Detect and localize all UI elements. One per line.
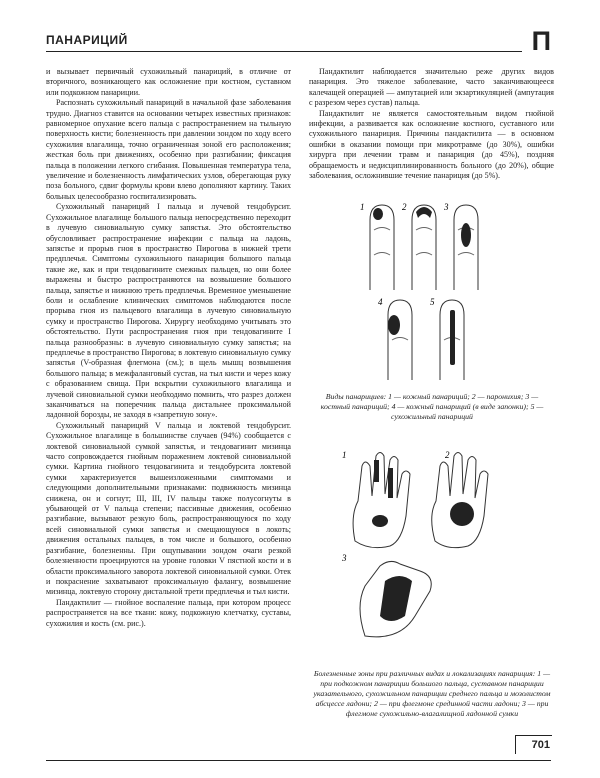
section-letter: П (531, 26, 551, 56)
paragraph: Пандактилит наблюдается значительно реже других видов панариция. Это тяжелое заболевание, часто заканчивающееся калечащей операцией — ампутацией или экзартикуляцией (ампутация с разрезом через сустав) пальца. (309, 67, 554, 108)
section-title: ПАНАРИЦИЙ (46, 33, 128, 47)
figure-caption: Виды панарициев: 1 — кожный панариций; 2 — паронихия; 3 — костный панариций; 4 — кожный панариций (в виде запонки); 5 — сухожильный панариций (320, 392, 544, 421)
footer-rule (46, 760, 551, 761)
left-column (46, 67, 291, 629)
figure-caption: Болезненные зоны при различных видах и локализациях панариция: 1 — при подкожном панариции большого пальца, суставном панариции указательного, сухожильном панариции среднего пальца и мозолистом абсцессе ладони; 2 — при флегмоне срединной части ладони; 3 — при флегмоне сухожильно-влагалищной ладонной сумки (313, 669, 551, 718)
paragraph: Пандактилит — гнойное воспаление пальца, при котором процесс распространяется на все ткани: кожу, подкожную клетчатку, суставы, сухожилия и кость (см. рис.). (46, 597, 291, 628)
figure-pain-zones (340, 446, 505, 646)
figure-label: 2 (445, 450, 450, 460)
figure-label: 4 (378, 297, 383, 307)
paragraph: и вызывает первичный сухожильный панариций, в отличие от вторичного, возникающего как осложнение при костном, суставном или подкожном панариции. (46, 67, 291, 97)
figure-label: 3 (444, 202, 449, 212)
paragraph: Сухожильный панариций I пальца и лучевой тендобурсит. Сухожильное влагалище большого пальца непосредственно переходит в лучевую синовиальную сумку запястья. Это обстоятельство обусловливает распространение инфекции с пальца на ладонь, запястье и прорыв гноя в пространство Пирогова в нижней трети предплечья. Симптомы сухожильного панариция большого пальца такие же, как и при тендовагините смежных пальцев, но они более выражены и быстро распространяются на возвышение большого пальца, запястье и нижнюю треть предплечья. Временное уменьшение боли и ослабление клинических симптомов наблюдаются после прорыва гноя из пальцевого влагалища в лучевую синовиальную сумку и пространство Пирогова. Хирургу необходимо учитывать это обстоятельство. Пути распространения гноя при тендовагините I пальца разнообразны: в лучевую синовиальную сумку запястья; на предплечье в пространство Пирогова; в локтевую синовиальную сумку запястья (V-образная флегмона (см.); в щель мышц возвышения большого пальца; в межфаланговый сустав, на тыл кисти и через кожу с образованием свища. При вскрытии сухожильного влагалища и лучевой синовиальной сумки необходимо помнить, что разрез должен заканчиваться на поперечник пальца дистальнее проксимальной ладонной борозды, не заходя в «запретную зону». (46, 202, 291, 420)
right-column (309, 67, 554, 181)
figure-label: 2 (402, 202, 407, 212)
figure-label: 3 (342, 553, 347, 563)
paragraph: Сухожильный панариций V пальца и локтевой тендобурсит. Сухожильное влагалище в большинстве случаев (94%) сообщается с локтевой синовиальной сумкой запястья, и тендовагинит мизинца часто сопровождается гнойным поражением локтевой синовиальной сумки. Картина гнойного тендовагинита и тендобурсита локтевой сумки характеризуется вышеизложенными симптомами и следующими дополнительными признаками: подвижность мизинца снижена, он и согнут; III, III, IV пальцы также полусогнуты в убывающей от V пальца степени; пассивные движения, особенно разгибание, вызывают резкую боль, распространяющуюся по ходу всей синовиальной сумки запястья и смещающуюся в локоть; движения остальных пальцев, в том числе и большого, особенно разгибание, болезненны. При ощупывании зондом очаги резкой болезненности проецируются на уровне головки V пястной кости и в области проксимального заворота локтевой синовиальной сумки. Отек и покраснение захватывают проксимальную фалангу, возвышение мизинца, локтевую сторону дистальной трети предплечья и тыл кисти. (46, 420, 291, 597)
finger-illustration (360, 200, 505, 385)
page-number: 701 (531, 739, 550, 751)
page-number-box (515, 735, 552, 754)
header-rule (46, 51, 522, 52)
figure-label: 5 (430, 297, 435, 307)
figure-finger-types (360, 200, 505, 385)
figure-label: 1 (342, 450, 347, 460)
running-header (46, 26, 551, 56)
paragraph: Пандактилит не является самостоятельным видом гнойной инфекции, а развивается как осложнение костного, суставного или сухожильного панариция. Причины пандактилита — в основном ошибки в оказании помощи при микротравме (до 30%), ошибки хирурга при лечении травм и панариция (до 45%), поздняя обращаемость и недисциплинированность больного (до 20%), общие заболевания, осложнившие течение панариция (до 5%). (309, 108, 554, 181)
figure-label: 1 (360, 202, 365, 212)
hand-illustration (340, 446, 505, 646)
paragraph: Распознать сухожильный панариций в начальной фазе заболевания трудно. Диагноз ставится на основании четырех известных признаков: равномерное опухание всего пальца с распространением на тыльную поверхность кисти; болезненность при давлении зондом по ходу всего сухожилия влагалища, точно ограниченная зоной его расположения; жесткая боль при движениях, особенно при разгибании; фиксация пальца в положении легкого сгибания. Повышенная температура тела, увеличение и болезненность лимфатических узлов, оберегающая руку поза больного, сдвиг формулы крови влево дополняют картину. Таких больных целесообразно госпитализировать. (46, 98, 291, 201)
